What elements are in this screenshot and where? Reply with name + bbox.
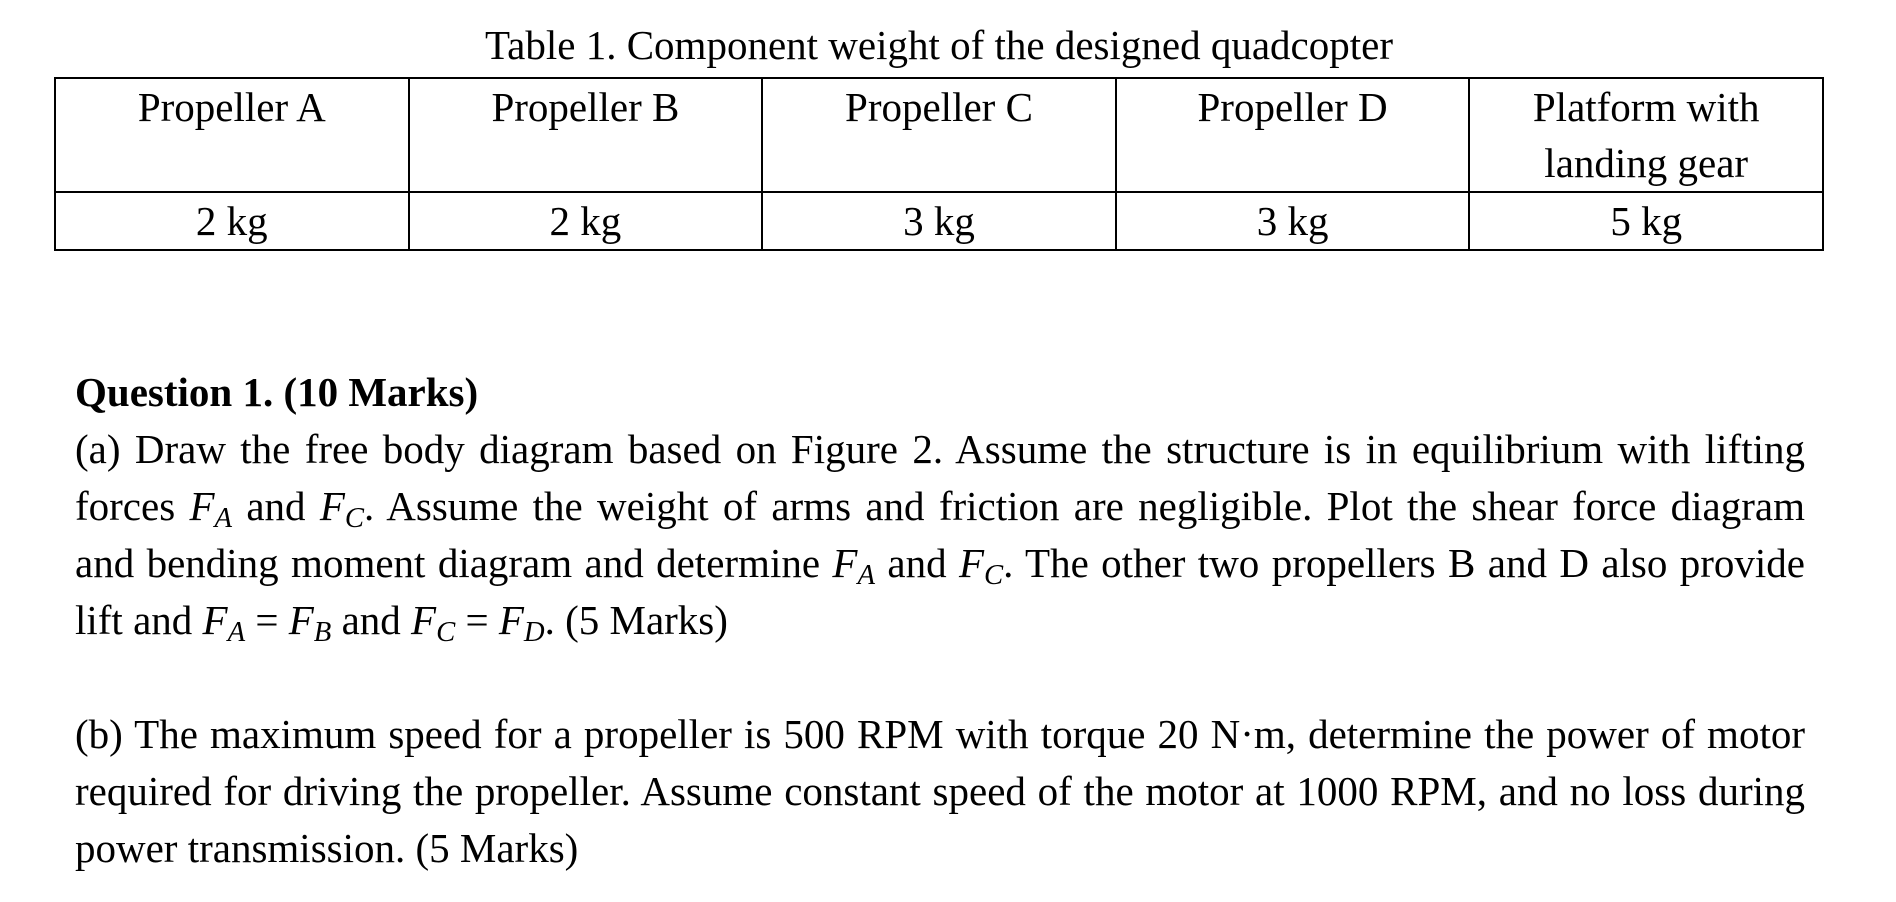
header-cell-propeller-d: Propeller D	[1116, 78, 1470, 192]
header-cell-propeller-c: Propeller C	[762, 78, 1116, 192]
value-cell-propeller-b: 2 kg	[409, 192, 763, 250]
symbol-fd: $F_D$	[498, 597, 545, 649]
symbol-fa: $F_A$	[832, 540, 875, 592]
value-cell-propeller-a: 2 kg	[55, 192, 409, 250]
symbol-fc: $F_C$	[411, 597, 456, 649]
value-cell-platform: 5 kg	[1469, 192, 1823, 250]
part-a-text-1: (a) Draw the free body diagram based on Figure 2. Assume the structure is in equilibrium with lifting forces	[75, 426, 1805, 529]
header-cell-platform: Platform with landing gear	[1469, 78, 1823, 192]
table-value-row	[55, 192, 1823, 250]
header-cell-propeller-a: Propeller A	[55, 78, 409, 192]
symbol-fa: $F_A$	[202, 597, 246, 649]
symbol-fc: $F_C$	[958, 540, 1004, 592]
symbol-fa: $F_A$	[189, 483, 233, 535]
equals-sign: =	[255, 597, 289, 643]
equals-sign: =	[465, 597, 499, 643]
part-a-text-3: . Assume the weight of arms and friction are negligible. Plot the shear force diagram and bending moment diagram and determine	[75, 483, 1805, 586]
header-cell-propeller-b: Propeller B	[409, 78, 763, 192]
table-caption: Table 1. Component weight of the designed quadcopter	[484, 22, 1393, 68]
question-part-a	[75, 421, 1805, 649]
part-a-text-4: and	[875, 540, 959, 586]
value-cell-propeller-c: 3 kg	[762, 192, 1116, 250]
question-block	[75, 364, 1805, 877]
symbol-fc: $F_C$	[319, 483, 364, 535]
part-a-text-2: and	[232, 483, 320, 529]
value-cell-propeller-d: 3 kg	[1116, 192, 1470, 250]
component-weight-table	[54, 77, 1824, 251]
question-title: Question 1. (10 Marks)	[75, 369, 479, 415]
table-header-row	[55, 78, 1823, 192]
question-part-b: (b) The maximum speed for a propeller is 500 RPM with torque 20 N·m, determine the power of motor required for driving the propeller. Assume constant speed of the motor at 1000 RPM, and no loss during power transmission. (5 Marks)	[75, 711, 1805, 871]
part-a-text-6: and	[331, 597, 412, 643]
symbol-fb: $F_B$	[288, 597, 332, 649]
part-a-text-5: . The other two propellers B and D also provide lift and	[75, 540, 1805, 643]
part-a-text-7: . (5 Marks)	[544, 597, 728, 643]
